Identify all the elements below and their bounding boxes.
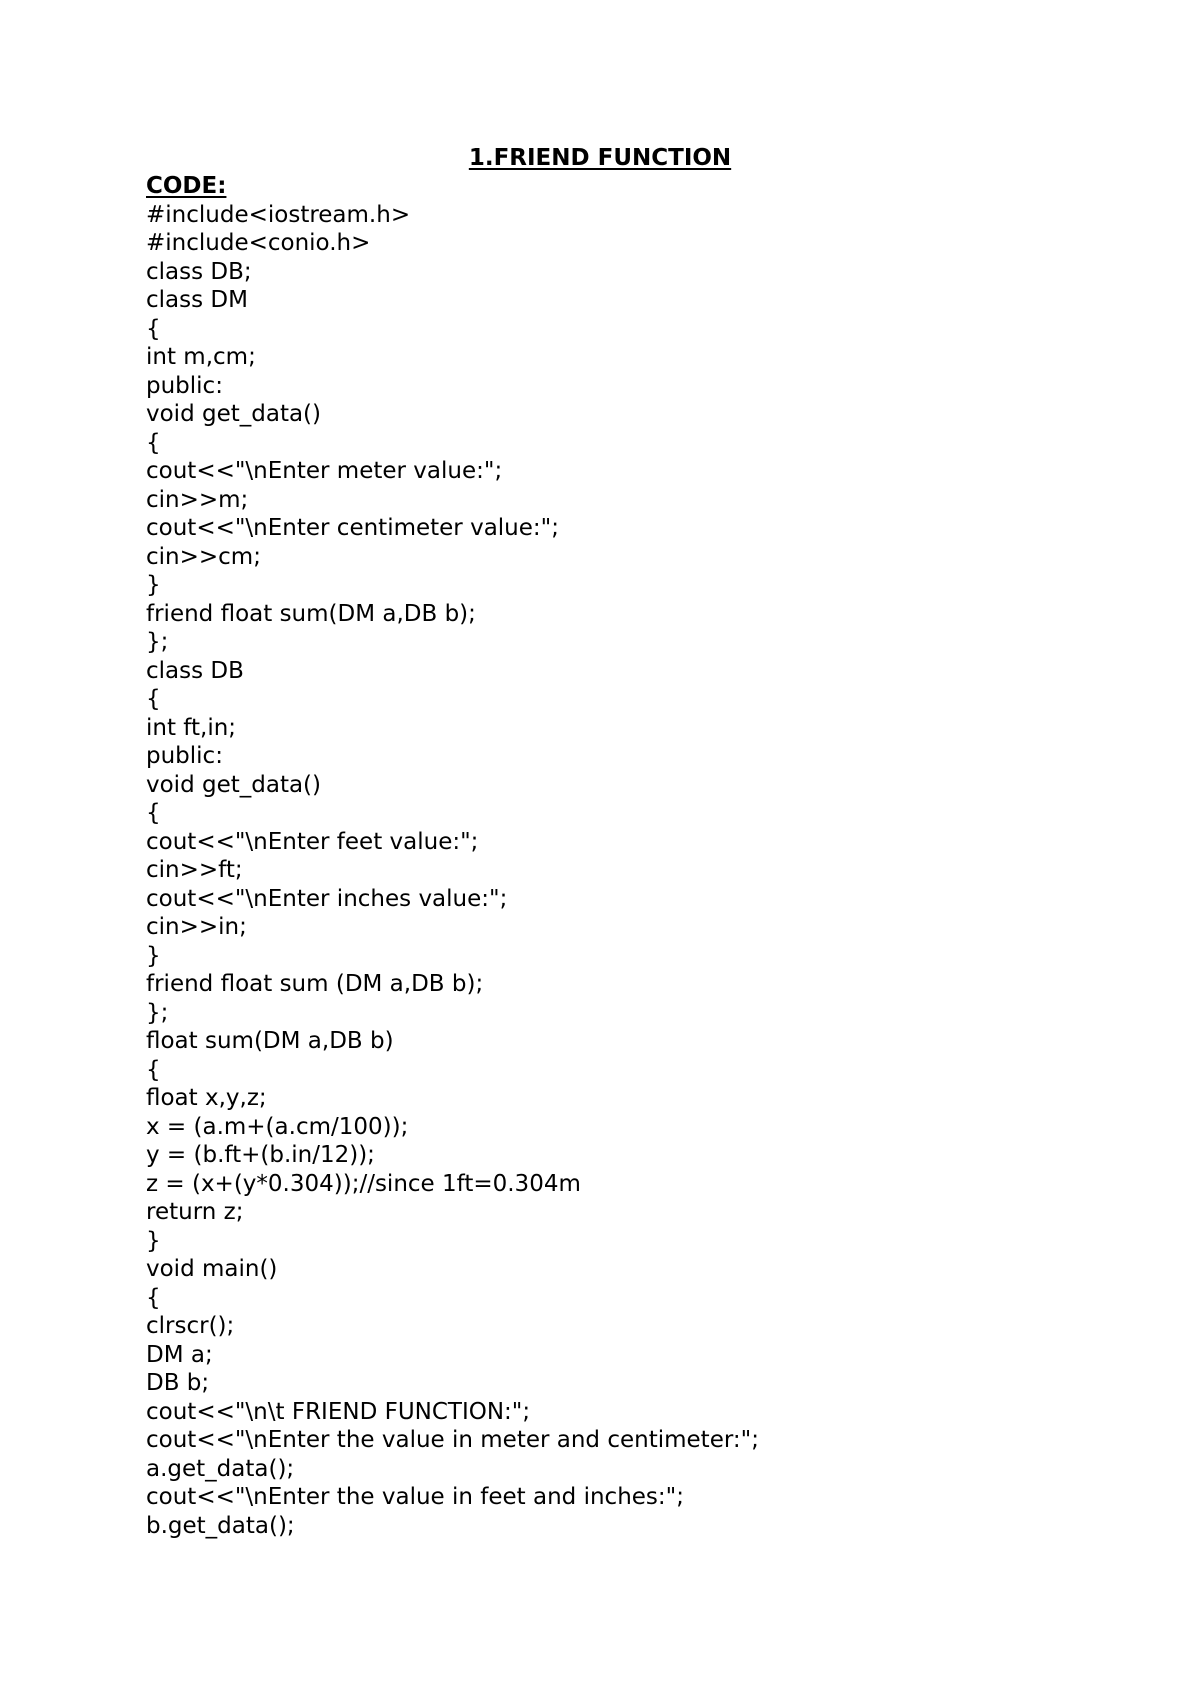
code-line: DB b; — [146, 1370, 210, 1396]
code-line: x = (a.m+(a.cm/100)); — [146, 1113, 409, 1140]
code-line: int ft,in; — [146, 714, 237, 741]
code-line: #include<iostream.h> — [146, 201, 411, 228]
code-line: int m,cm; — [146, 344, 256, 370]
code-line: a.get_data(); — [146, 1455, 295, 1482]
code-line: { — [146, 686, 161, 712]
code-line: return z; — [146, 1199, 244, 1225]
code-line: cout<<"\nEnter feet value:"; — [146, 828, 479, 855]
code-line: public: — [146, 743, 223, 769]
code-line: class DB; — [146, 258, 252, 285]
code-line: #include<conio.h> — [146, 230, 371, 256]
code-line: { — [146, 1284, 161, 1311]
code-section — [146, 172, 1146, 1540]
code-line: friend float sum (DM a,DB b); — [146, 971, 484, 997]
code-line: cout<<"\nEnter the value in meter and centimeter:"; — [146, 1427, 759, 1453]
code-line: } — [146, 1227, 161, 1254]
code-line: }; — [146, 629, 169, 655]
code-line: }; — [146, 999, 169, 1026]
code-line: void get_data() — [146, 771, 322, 798]
code-line: cin>>m; — [146, 486, 249, 513]
code-line: y = (b.ft+(b.in/12)); — [146, 1142, 375, 1168]
code-line: DM a; — [146, 1341, 213, 1368]
code-line: } — [146, 572, 161, 598]
code-line: void get_data() — [146, 401, 322, 427]
code-line: { — [146, 800, 161, 826]
code-line: float sum(DM a,DB b) — [146, 1028, 394, 1054]
code-listing — [146, 201, 1146, 1541]
code-line: z = (x+(y*0.304));//since 1ft=0.304m — [146, 1170, 581, 1197]
code-line: cin>>cm; — [146, 543, 261, 570]
code-line: } — [146, 942, 161, 969]
code-line: class DM — [146, 287, 248, 313]
code-line: cout<<"\n\t FRIEND FUNCTION:"; — [146, 1398, 531, 1425]
code-line: clrscr(); — [146, 1313, 235, 1339]
code-line: cin>>ft; — [146, 857, 243, 883]
code-line: { — [146, 1056, 161, 1083]
code-line: cout<<"\nEnter the value in feet and inches:"; — [146, 1484, 684, 1510]
document-title: 1.FRIEND FUNCTION — [468, 145, 732, 171]
code-line: float x,y,z; — [146, 1085, 267, 1111]
code-line: cout<<"\nEnter meter value:"; — [146, 458, 503, 484]
code-line: { — [146, 315, 161, 342]
code-heading: CODE: — [146, 173, 227, 199]
code-line: cout<<"\nEnter centimeter value:"; — [146, 515, 559, 541]
code-line: public: — [146, 372, 223, 399]
code-line: void main() — [146, 1256, 278, 1282]
code-line: class DB — [146, 657, 244, 684]
code-line: b.get_data(); — [146, 1512, 295, 1539]
code-line: cout<<"\nEnter inches value:"; — [146, 885, 508, 912]
code-line: { — [146, 429, 161, 456]
code-line: friend float sum(DM a,DB b); — [146, 600, 476, 627]
code-line: cin>>in; — [146, 914, 247, 940]
